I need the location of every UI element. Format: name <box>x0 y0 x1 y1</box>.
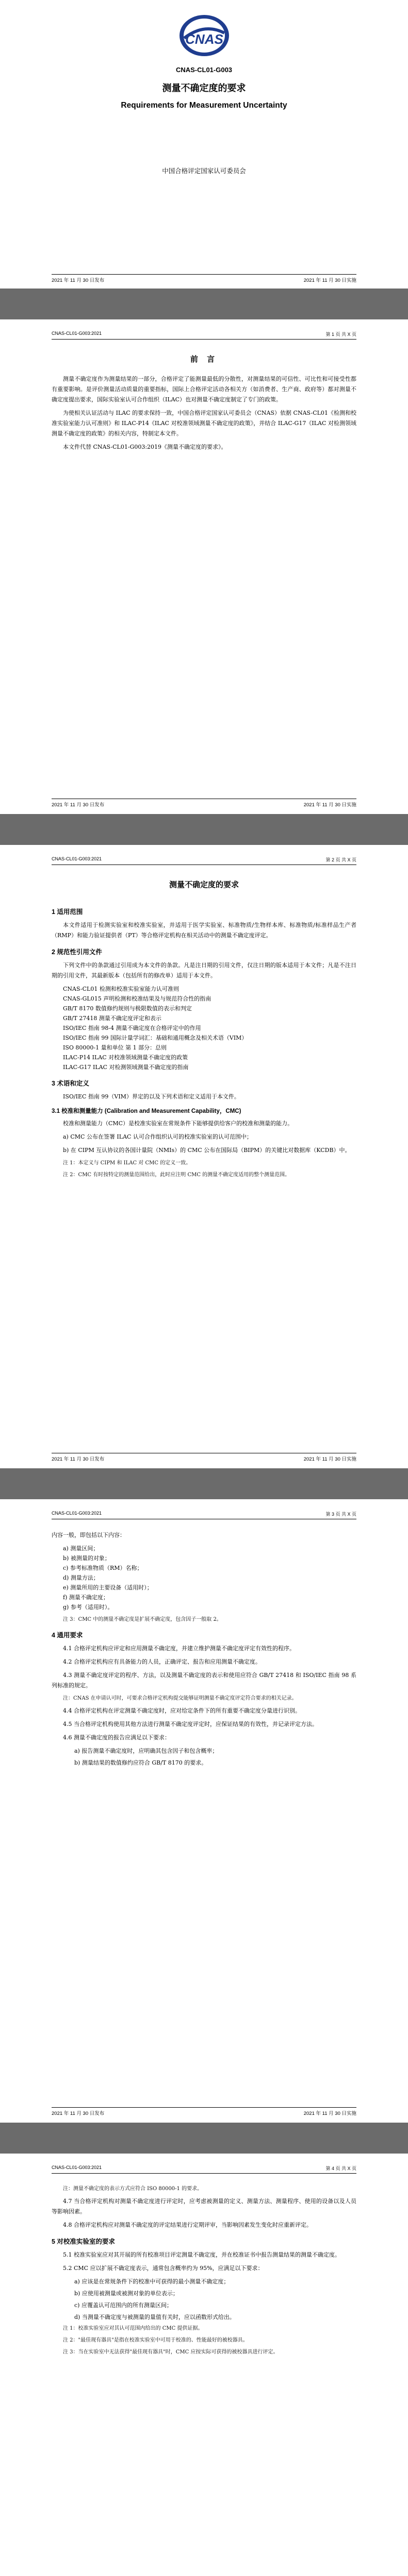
body-page-3 <box>0 2154 408 2576</box>
implement-date: 2021 年 11 月 30 日实施 <box>303 278 356 283</box>
foreword-title: 前 言 <box>190 354 218 364</box>
section-text: 4.5 当合格评定机构使用其他方法进行测量不确定度评定时，应保证结果的有效性，并记录评定方法。 <box>63 1721 318 1727</box>
body-page-1 <box>0 845 408 1468</box>
section-text: a) CMC 公布在签署 ILAC 认可合作组织认可的校准实验室的认可范围中； <box>63 1133 252 1140</box>
item-list <box>63 1544 356 1612</box>
doc-code: CNAS-CL01-G003 <box>175 66 233 74</box>
note-text: 注 3：当在实验室中无法获得"最佳现有器具"时，CMC 应按实际可获得的被校器具进行评定。 <box>63 2349 279 2355</box>
list-item: g) 参考（适用时）。 <box>63 1604 113 1611</box>
doc-title-cn: 测量不确定度的要求 <box>162 83 246 94</box>
page-header <box>52 1511 356 1519</box>
note-text: 注：测量不确定度的表示方式应符合 ISO 80000-1 的要求。 <box>63 2186 203 2192</box>
reference-list <box>63 984 356 1072</box>
list-item: b) 应使用被测量或被测对象的单位表示； <box>74 2290 178 2297</box>
list-item: f) 测量不确定度； <box>63 1594 109 1601</box>
page-number: 第 4 页 共 X 页 <box>325 2166 356 2171</box>
body-content <box>52 2184 356 2360</box>
reference-item: GB/T 27418 测量不确定度评定和表示 <box>63 1015 161 1022</box>
section-text: 5.2 CMC 应以扩展不确定度表示，通常包含概率约为 95%，应满足以下要求： <box>63 2265 264 2272</box>
header-code: CNAS-CL01-G003:2021 <box>52 856 102 861</box>
foreword-para: 本文件代替 CNAS-CL01-G003:2019《测量不确定度的要求》。 <box>63 444 227 450</box>
section-text: 4.8 合格评定机构应对测量不确定度的评定结果进行定期评审，当影响因素发生变化时应重新评定。 <box>63 2222 312 2228</box>
doc-title-en: Requirements for Measurement Uncertainty <box>121 101 287 110</box>
list-item: a) 报告测量不确定度时，应明确其包含因子和包含概率； <box>74 1748 218 1754</box>
foreword-page <box>0 319 408 814</box>
section-heading: 1 适用范围 <box>52 908 83 916</box>
page-number: 第 1 页 共 X 页 <box>325 332 356 337</box>
cover-footer <box>52 274 356 283</box>
reference-item: ILAC-P14 ILAC 对校准领域测量不确定度的政策 <box>63 1054 188 1061</box>
issuing-org: 中国合格评定国家认可委员会 <box>162 167 246 175</box>
list-item: a) 应该是在常规条件下的校准中可获得的最小测量不确定度； <box>74 2278 230 2285</box>
note-text: 注 3：CMC 中的测量不确定度是扩展不确定度，包含因子一般取 2。 <box>63 1617 222 1622</box>
section-text: 本文件适用于检测实验室和校准实验室，并适用于医学实验室、标准物质/生物样本库、标准物质/标准样品生产者（RMP）和能力验证提供者（PT）等合格评定机构在相关活动中的测量不确定度评定。 <box>52 922 356 939</box>
page-number: 第 2 页 共 X 页 <box>325 857 356 862</box>
header-code: CNAS-CL01-G003:2021 <box>52 331 102 336</box>
note-text: 注 1：本定义与 CIPM 和 ILAC 对 CMC 的定义一致。 <box>63 1160 191 1166</box>
footer-implement: 2021 年 11 月 30 日实施 <box>303 802 356 808</box>
footer-implement: 2021 年 11 月 30 日实施 <box>303 2111 356 2116</box>
body-page-2 <box>0 1499 408 2123</box>
reference-item: CNAS-GL015 声明检测和校准结果及与规范符合性的指南 <box>63 995 211 1002</box>
header-code: CNAS-CL01-G003:2021 <box>52 1511 102 1516</box>
reference-item: ILAC-G17 ILAC 对检测领域测量不确定度的指南 <box>63 1064 189 1071</box>
section-heading: 3 术语和定义 <box>52 1080 89 1087</box>
reference-item: ISO/IEC 指南 98-4 测量不确定度在合格评定中的作用 <box>63 1025 201 1031</box>
list-item: a) 测量区间； <box>63 1545 99 1552</box>
body-content <box>52 901 356 1182</box>
section-text: 校准和测量能力（CMC）是校准实验室在常规条件下能够提供给客户的校准和测量的能力。 <box>63 1120 293 1127</box>
note-text: 注 2："最佳现有器具"是指在校准实验室中可用于校准的、性能最好的被校器具。 <box>63 2337 248 2343</box>
reference-item: ISO/IEC 指南 99 国际计量学词汇：基础和通用概念及相关术语（VIM） <box>63 1035 248 1041</box>
cover-page <box>0 0 408 289</box>
section-text: 4.4 合格评定机构在评定测量不确定度时，应对给定条件下的所有重要不确定度分量进行识别。 <box>63 1707 301 1714</box>
body-title: 测量不确定度的要求 <box>169 880 239 889</box>
reference-item: CNAS-CL01 检测和校准实验室能力认可准则 <box>63 986 179 992</box>
section-text: 内容一般，即包括以下内容： <box>52 1532 125 1538</box>
note-text: 注：CNAS 在申请认可时，可要求合格评定机构提交能够证明测量不确定度评定符合要求的相关记录。 <box>63 1696 297 1701</box>
footer-issue: 2021 年 11 月 30 日发布 <box>52 2111 105 2116</box>
section-text: ISO/IEC 指南 99（VIM）界定的以及下列术语和定义适用于本文件。 <box>63 1093 240 1100</box>
body-content <box>52 1530 356 1770</box>
list-item: c) 应覆盖认可范围内的所有测量区间； <box>74 2302 172 2309</box>
page-header <box>52 2165 356 2174</box>
section-text: 4.2 合格评定机构应有具备能力的人员，正确评定、报告和应用测量不确定度。 <box>63 1658 261 1665</box>
page-header <box>52 856 356 865</box>
section-text: 4.6 测量不确定度的报告应满足以下要求： <box>63 1734 170 1741</box>
list-item: d) 当测量不确定度与被测量的量值有关时，应以函数形式给出。 <box>74 2314 235 2320</box>
section-text: 下列文件中的条款通过引用成为本文件的条款。凡是注日期的引用文件，仅注日期的版本适用于本文件；凡是不注日期的引用文件，其最新版本（包括所有的修改单）适用于本文件。 <box>52 962 356 979</box>
foreword-para: 为使相关认证活动与 ILAC 的要求保持一致，中国合格评定国家认可委员会（CNAS）依据 CNAS-CL01《检测和校准实验室能力认可准则》和 ILAC-P14《ILAC 对校准领域测量不确定度的政策》，并结合 ILAC-G17《ILAC 对检测领域测量不确定度的政策》的相关内容，特制定本文件。 <box>52 410 356 437</box>
reference-item: ISO 80000-1 量和单位 第 1 部分：总则 <box>63 1044 167 1051</box>
list-item: c) 参考标准物质（RM）名称； <box>63 1565 143 1571</box>
page-footer <box>52 1453 356 1462</box>
reference-item: GB/T 8170 数值修约规则与极限数值的表示和判定 <box>63 1005 192 1012</box>
issue-date: 2021 年 11 月 30 日发布 <box>52 278 105 283</box>
section-text: 4.7 当合格评定机构对测量不确定度进行评定时，应考虑被测量的定义、测量方法、测量程序、使用的设备以及人员等影响因素。 <box>52 2198 356 2215</box>
subsection-heading: 3.1 校准和测量能力 (Calibration and Measurement Capability，CMC) <box>52 1108 241 1114</box>
list-item: e) 测量所用的主要设备（适用时）； <box>63 1584 153 1591</box>
header-code: CNAS-CL01-G003:2021 <box>52 2165 102 2170</box>
list-item: b) 测量结果的数值修约应符合 GB/T 8170 的要求。 <box>74 1759 207 1766</box>
section-heading: 4 通用要求 <box>52 1632 83 1639</box>
note-text: 注 2：CMC 有时按特定的测量范围给出，此时应注明 CMC 的测量不确定度适用的整个测量范围。 <box>63 1172 290 1178</box>
cnas-logo <box>173 12 236 59</box>
page-number: 第 3 页 共 X 页 <box>325 1512 356 1517</box>
note-text: 注 1：校准实验室应对其认可范围内给出的 CMC 提供证据。 <box>63 2326 203 2331</box>
section-heading: 5 对校准实验室的要求 <box>52 2238 115 2245</box>
logo-text: CNAS <box>185 31 223 47</box>
foreword-para: 测量不确定度作为测量结果的一部分，合格评定了能测量最低的分散性，对测量结果的可信性、可比性和可接受性都有重要影响。是评价测量活动质量的重要指标，国际上合格评定活动各相关方（如消费者、生产商、政府等）都对测量不确定度提出要求，国际实验室认可合作组织（ILAC）也对测量不确定度制定了专门的政策。 <box>52 376 356 403</box>
section-text: 5.1 校准实验室应对其开展的所有校准项目评定测量不确定度，并在校准证书中报告测量结果的测量不确定度。 <box>63 2251 340 2258</box>
list-item: b) 被测量的对象； <box>63 1555 110 1562</box>
page-footer <box>52 799 356 808</box>
section-text: 4.3 测量不确定度评定的程序、方法，以及测量不确定度的表示和使用应符合 GB/T 27418 和 ISO/IEC 指南 98 系列标准的规定。 <box>52 1672 356 1689</box>
foreword-body <box>52 374 356 455</box>
footer-implement: 2021 年 11 月 30 日实施 <box>303 1456 356 1462</box>
section-text: 4.1 合格评定机构应评定和应用测量不确定度，并建立维护测量不确定度评定有效性的程序。 <box>63 1645 295 1652</box>
page-footer <box>52 2107 356 2116</box>
list-item: d) 测量方法； <box>63 1574 99 1581</box>
section-heading: 2 规范性引用文件 <box>52 948 102 956</box>
footer-issue: 2021 年 11 月 30 日发布 <box>52 802 105 808</box>
section-text: b) 在 CIPM 互认协议的各国计量院（NMIs）的 CMC 公布在国际局（BIPM）的关键比对数据库（KCDB）中。 <box>63 1147 351 1154</box>
footer-issue: 2021 年 11 月 30 日发布 <box>52 1456 105 1462</box>
page-header <box>52 331 356 340</box>
